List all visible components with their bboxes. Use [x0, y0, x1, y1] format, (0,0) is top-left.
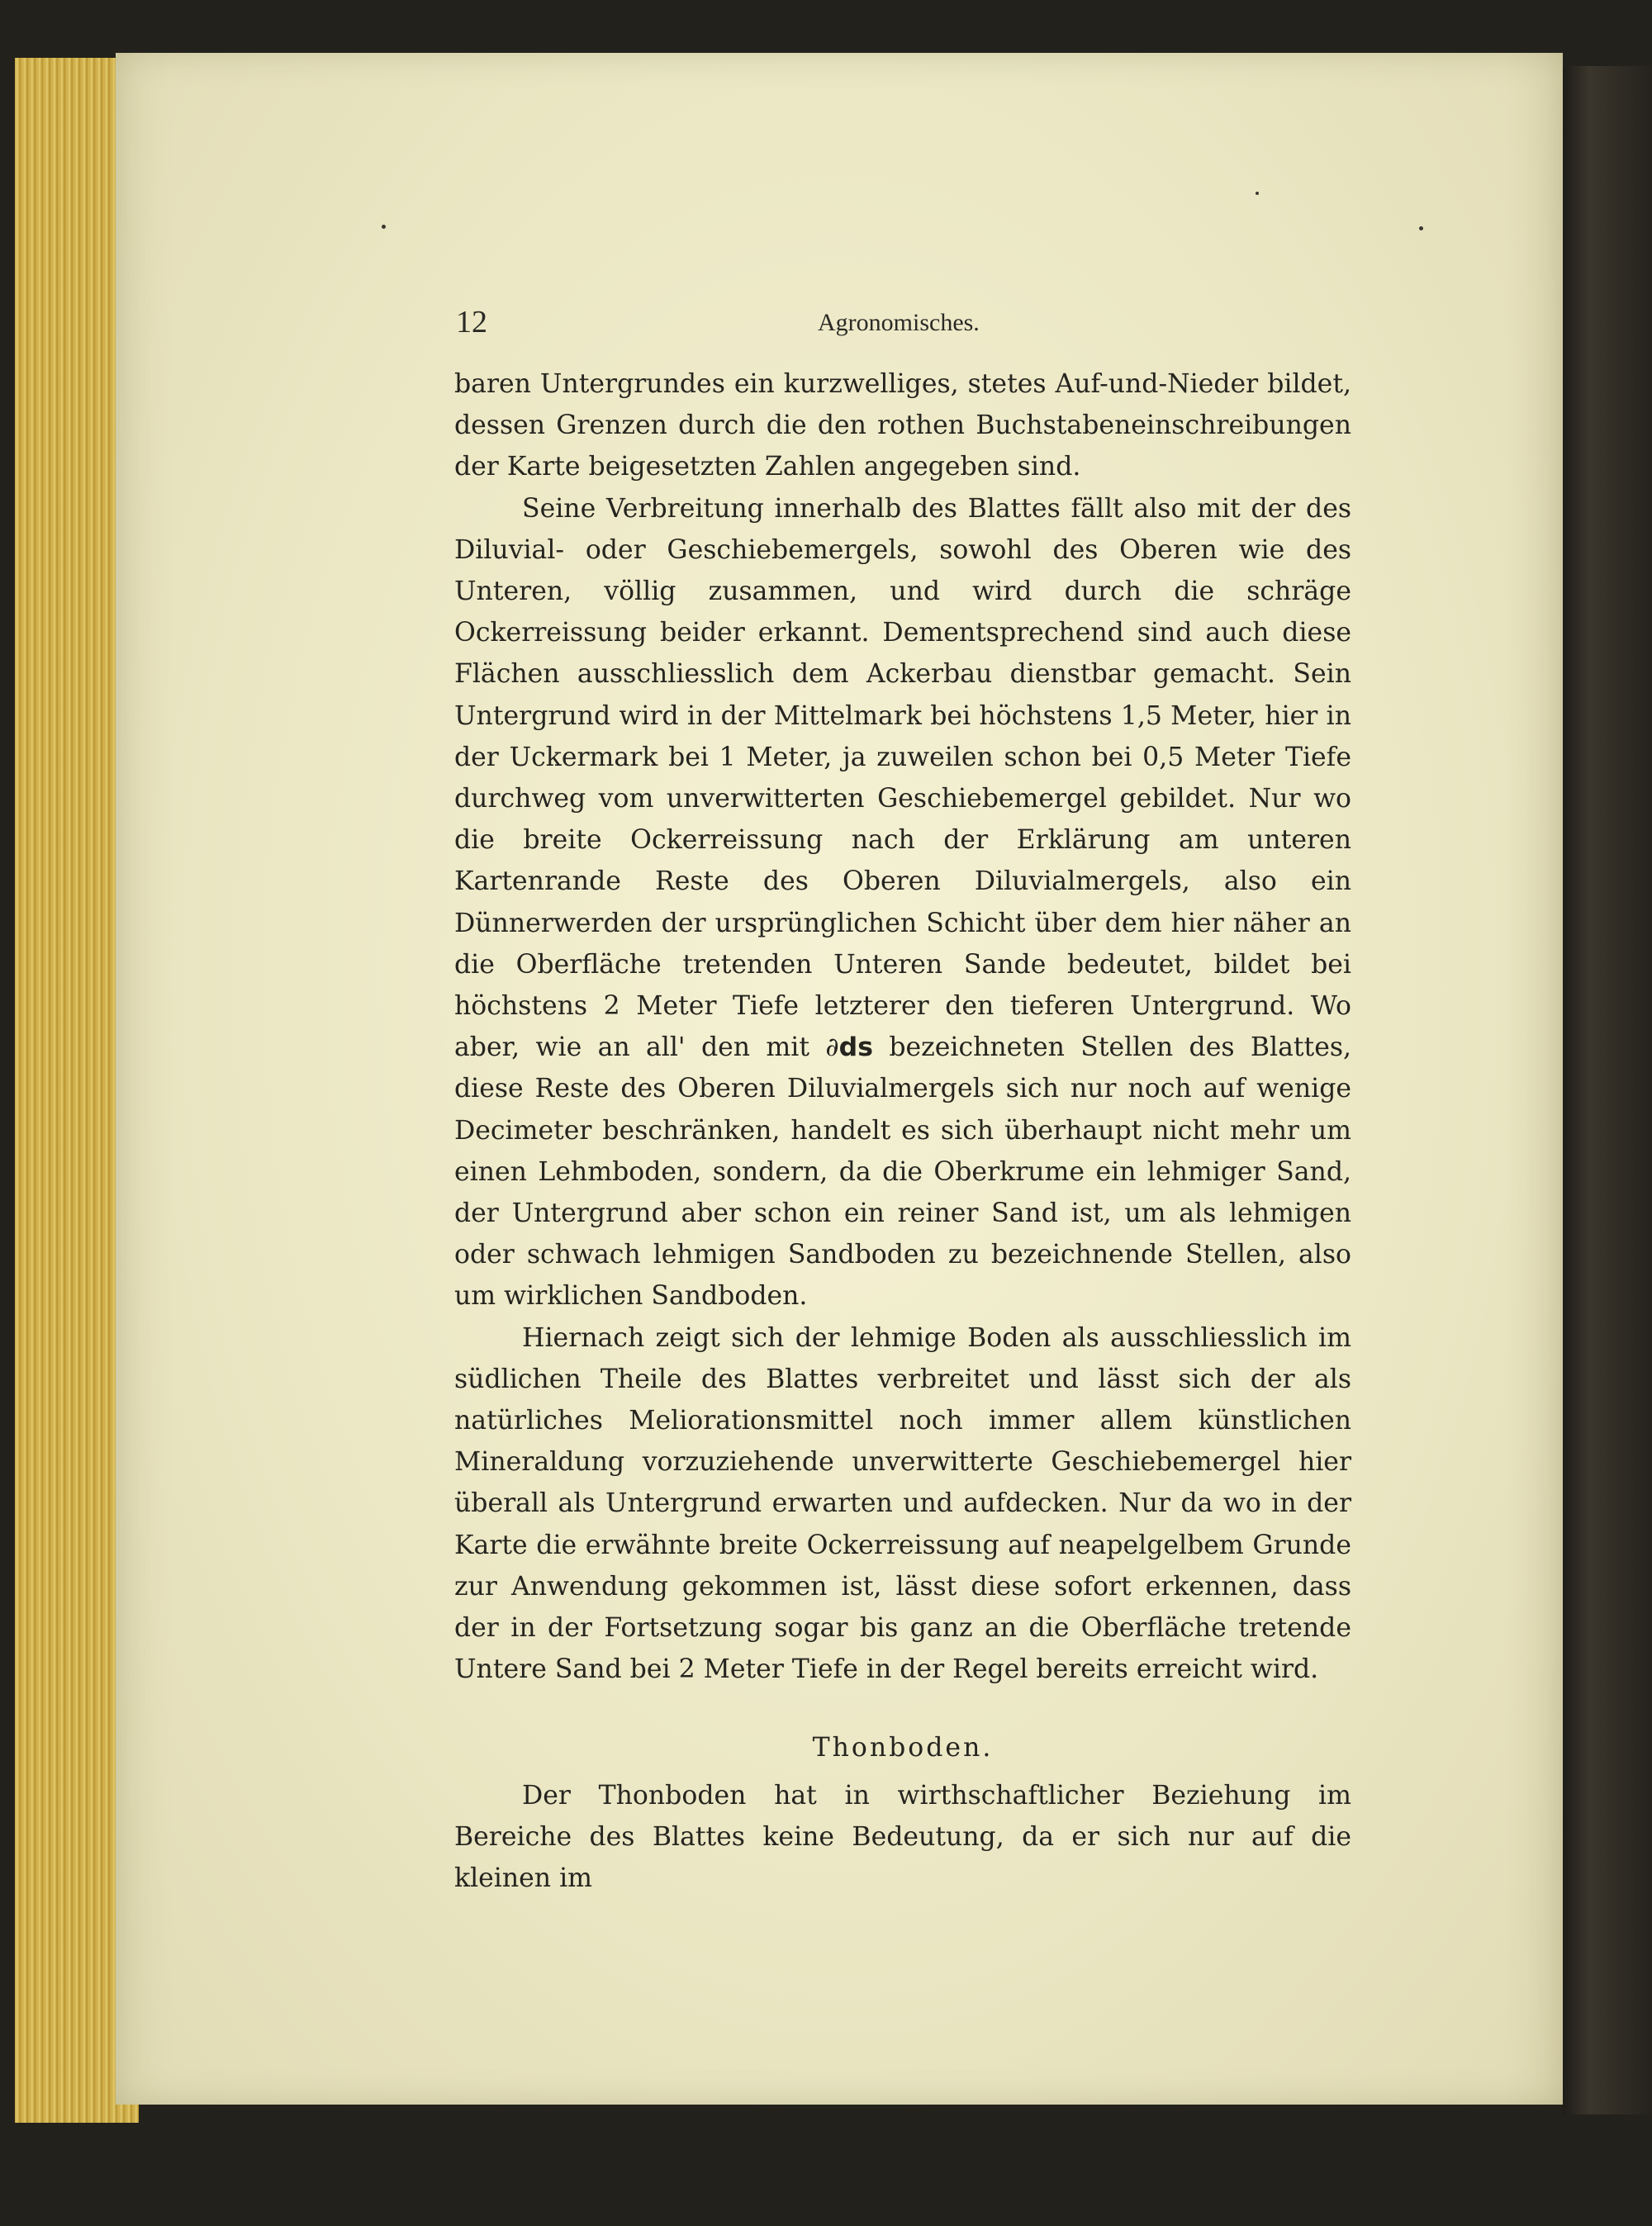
- running-title: Agronomisches.: [818, 309, 980, 336]
- page-header: [456, 304, 985, 342]
- paragraph-text: bezeichneten Stellen des Blattes, diese Reste des Oberen Diluvialmergels sich nur noch auf wenige Decimeter beschränken, handelt es sich überhaupt nicht mehr um einen Lehmboden, sondern, da die Oberkrume ein lehmiger Sand, der Untergrund aber schon ein reiner Sand ist, um als lehmigen oder schwach lehmigen Sandboden zu bezeichnende Stellen, also um wirklichen Sandboden.: [454, 1032, 1352, 1312]
- body-text: [454, 363, 1351, 1899]
- paragraph: Der Thonboden hat in wirthschaftlicher Beziehung im Bereiche des Blattes keine Bedeutung, da er sich nur auf die kleinen im: [454, 1780, 1351, 1894]
- section-title: Thonboden.: [812, 1732, 994, 1763]
- paper-speck: [1256, 192, 1259, 195]
- page-number: 12: [456, 305, 487, 339]
- paragraph: Hiernach zeigt sich der lehmige Boden als ausschliesslich im südlichen Theile des Blattes verbreitet und lässt sich der als natürliches Meliorationsmittel noch immer allem künstlichen Mineraldung vorzuziehende unverwitterte Geschiebemergel hier überall als Untergrund erwarten und aufdecken. Nur da wo in der Karte die erwähnte breite Ockerreissung auf neapelgelbem Grunde zur Anwendung gekommen ist, lässt diese sofort erkennen, dass der in der Fortsetzung sogar bis ganz an die Oberfläche tretende Untere Sand bei 2 Meter Tiefe in der Regel bereits erreicht wird.: [454, 1322, 1351, 1685]
- paragraph: baren Untergrundes ein kurzwelliges, stetes Auf-und-Nieder bildet, dessen Grenzen durch die den rothen Buchstabeneinschreibungen der Karte beigesetzten Zahlen angegeben sind.: [454, 369, 1351, 482]
- map-symbol-code: ds: [838, 1032, 873, 1063]
- next-page-edge: [1563, 66, 1652, 2114]
- paragraph-text: Seine Verbreitung innerhalb des Blattes fällt also mit der des Diluvial- oder Geschiebemergels, sowohl des Oberen wie des Unteren, völlig zusammen, und wird durch die schräge Ockerreissung beider erkannt. Dementsprechend sind auch diese Flächen ausschliesslich dem Ackerbau dienstbar gemacht. Sein Untergrund wird in der Mittelmark bei höchstens 1,5 Meter, hier in der Uckermark bei 1 Meter, ja zuweilen schon bei 0,5 Meter Tiefe durchweg vom unverwitterten Geschiebemergel gebildet. Nur wo die breite Ockerreissung nach der Erklärung am unteren Kartenrande Reste des Oberen Diluvialmergels, also ein Dünnerwerden der ursprünglichen Schicht über dem hier näher an die Oberfläche tretenden Unteren Sande bedeutet, bildet bei höchstens 2 Meter Tiefe letzterer den tieferen Untergrund. Wo aber, wie an all' den mit: [454, 493, 1351, 1063]
- map-symbol-prefix: ∂: [825, 1032, 839, 1063]
- paragraph: [454, 488, 1351, 1317]
- map-symbol: [825, 1032, 873, 1062]
- paper-speck: [382, 225, 386, 229]
- paper-speck: [1419, 226, 1423, 230]
